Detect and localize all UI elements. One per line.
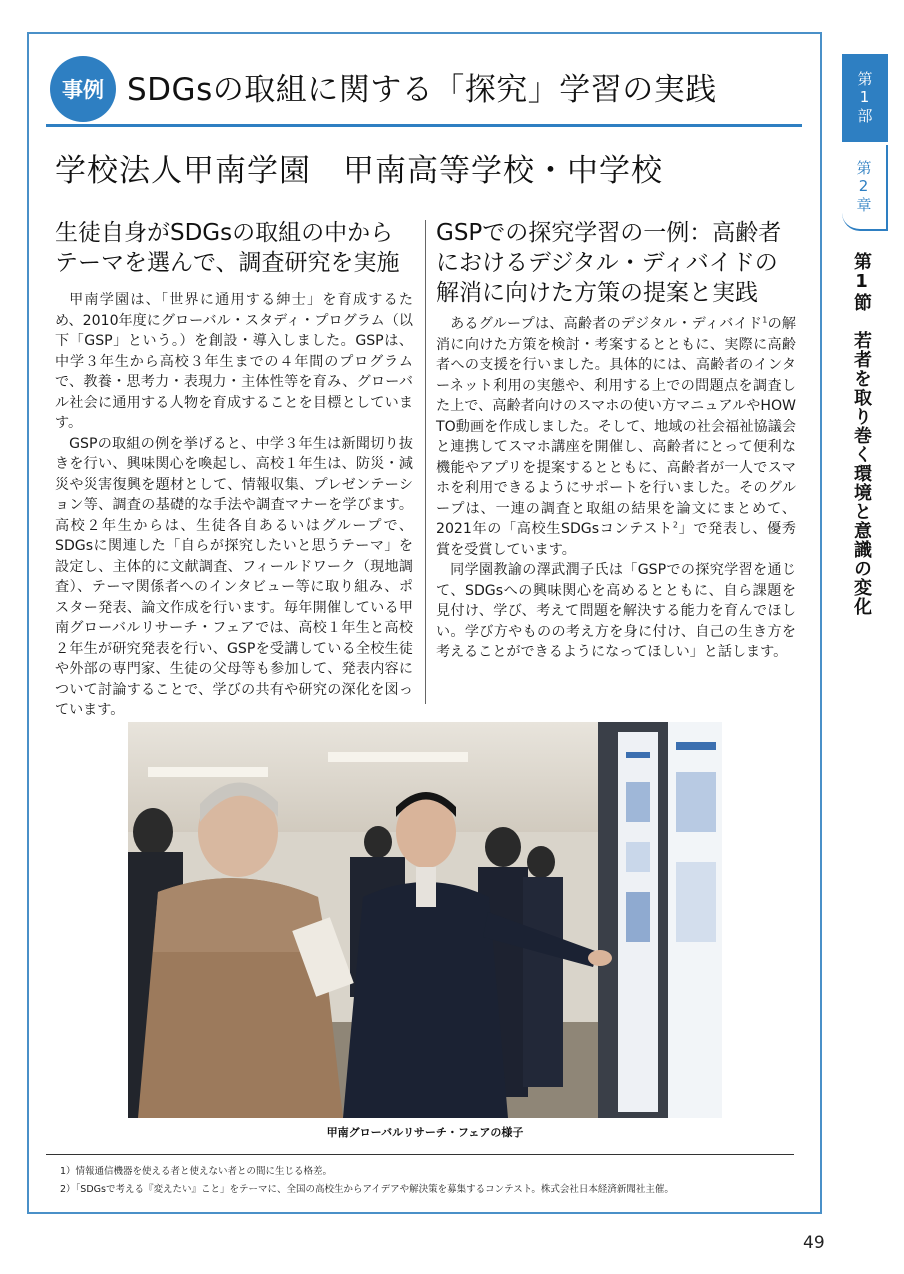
right-heading — [436, 218, 796, 308]
case-badge: 事例 — [50, 56, 116, 122]
right-heading-line: GSPでの探究学習の一例：高齢者 — [436, 220, 782, 246]
footnote-ref-2: 2 — [672, 520, 679, 530]
research-fair-photo — [128, 722, 722, 1118]
text-run: 」で発表し、優秀賞を受賞しています。 — [436, 521, 797, 558]
article-title: SDGsの取組に関する「探究」学習の実践 — [127, 72, 717, 108]
photo-illustration — [128, 722, 722, 1118]
text-run: の解消に向けた方策を検討・考案するとともに、実際に高齢者への支援を行いました。具体的には、高齢者のインターネット利用の実態や、利用する上での問題点を調査した上で、高齢者向けのスマホの使い方マニュアルやHOW TO動画を作成しました。そして、地域の社会福祉協議会と連携してスマホ講座を開催し、高齢者にとって便利な機能やアプリを提案するとともに、高齢者が一人でスマホを利用できるようにサポートを行いました。そのグループは、一連の調査と取組の結果を論文にまとめて、2021年の「高校生SDGsコンテスト — [436, 316, 797, 537]
photo-caption: 甲南グローバルリサーチ・フェアの様子 — [326, 1126, 524, 1139]
footnote-2: 2）「SDGsで考える『変えたい』こと」をテーマに、全国の高校生からアイデアや解決策を募集するコンテスト。株式会社日本経済新聞社主催。 — [60, 1184, 674, 1195]
column-divider — [425, 220, 426, 704]
text-run: あるグループは、高齢者のデジタル・ディバイド — [450, 316, 763, 332]
chapter-tab-label: 第2章 — [854, 160, 873, 214]
school-name: 学校法人甲南学園 甲南高等学校・中学校 — [55, 153, 663, 189]
right-heading-line: におけるデジタル・ディバイドの — [436, 250, 778, 276]
page-number: 49 — [803, 1233, 825, 1253]
footnote-1: 1）情報通信機器を使える者と使えない者との間に生じる格差。 — [60, 1166, 333, 1177]
chapter-tab — [842, 145, 888, 231]
left-heading — [55, 218, 415, 278]
footnote-ref-1: 1 — [762, 315, 768, 325]
footnote-rule — [46, 1154, 794, 1155]
part-tab-label: 第1部 — [855, 71, 874, 125]
right-paragraph-2: 同学園教諭の澤武潤子氏は「GSPでの探究学習を通じて、SDGsへの興味関心を高めるとともに、自ら課題を見付け、学び、考えて問題を解決する能力を育んでほしい。学び方やものの考え方を身に付け、自己の生き方を考えることができるようになってほしい」と話します。 — [436, 562, 796, 660]
part-tab — [842, 54, 888, 142]
right-body — [436, 314, 796, 663]
left-heading-line: テーマを選んで、調査研究を実施 — [55, 250, 400, 276]
right-heading-line: 解消に向けた方策の提案と実践 — [436, 280, 758, 306]
right-paragraph-1 — [436, 314, 796, 560]
left-body — [55, 290, 413, 721]
left-paragraph: GSPの取組の例を挙げると、中学３年生は新聞切り抜きを行い、興味関心を喚起し、高校１年生は、防災・減災や災害復興を題材として、情報収集、プレゼンテーション等、調査の基礎的な手法や調査マナーを学びます。高校２年生からは、生徒各自あるいはグループで、SDGsに関連した「自らが探究したいと思うテーマ」を設定し、主体的に文献調査、フィールドワーク（現地調査）、テーマ関係者へのインタビュー等に取り組み、ポスター発表、論文作成を行います。毎年開催している甲南グローバルリサーチ・フェアでは、高校１年生と高校２年生が研究発表を行い、GSPを受講している全校生徒や外部の専門家、生徒の父母等も参加して、発表内容について討論することで、学びの共有や研究の深化を図っています。 — [55, 435, 413, 718]
title-underline — [46, 124, 802, 127]
left-paragraph: 甲南学園は、「世界に通用する紳士」を育成するため、2010年度にグローバル・スタディ・プログラム（以下「GSP」という。）を創設・導入しました。GSPは、中学３年生から高校３年生までの４年間のプログラムで、教養・思考力・表現力・主体性等を育み、グローバル社会に通用する人物を育成することを目標としています。 — [55, 292, 413, 431]
section-title-vertical: 第1節 若者を取り巻く環境と意識の変化 — [851, 252, 872, 616]
left-heading-line: 生徒自身がSDGsの取組の中から — [55, 220, 394, 246]
